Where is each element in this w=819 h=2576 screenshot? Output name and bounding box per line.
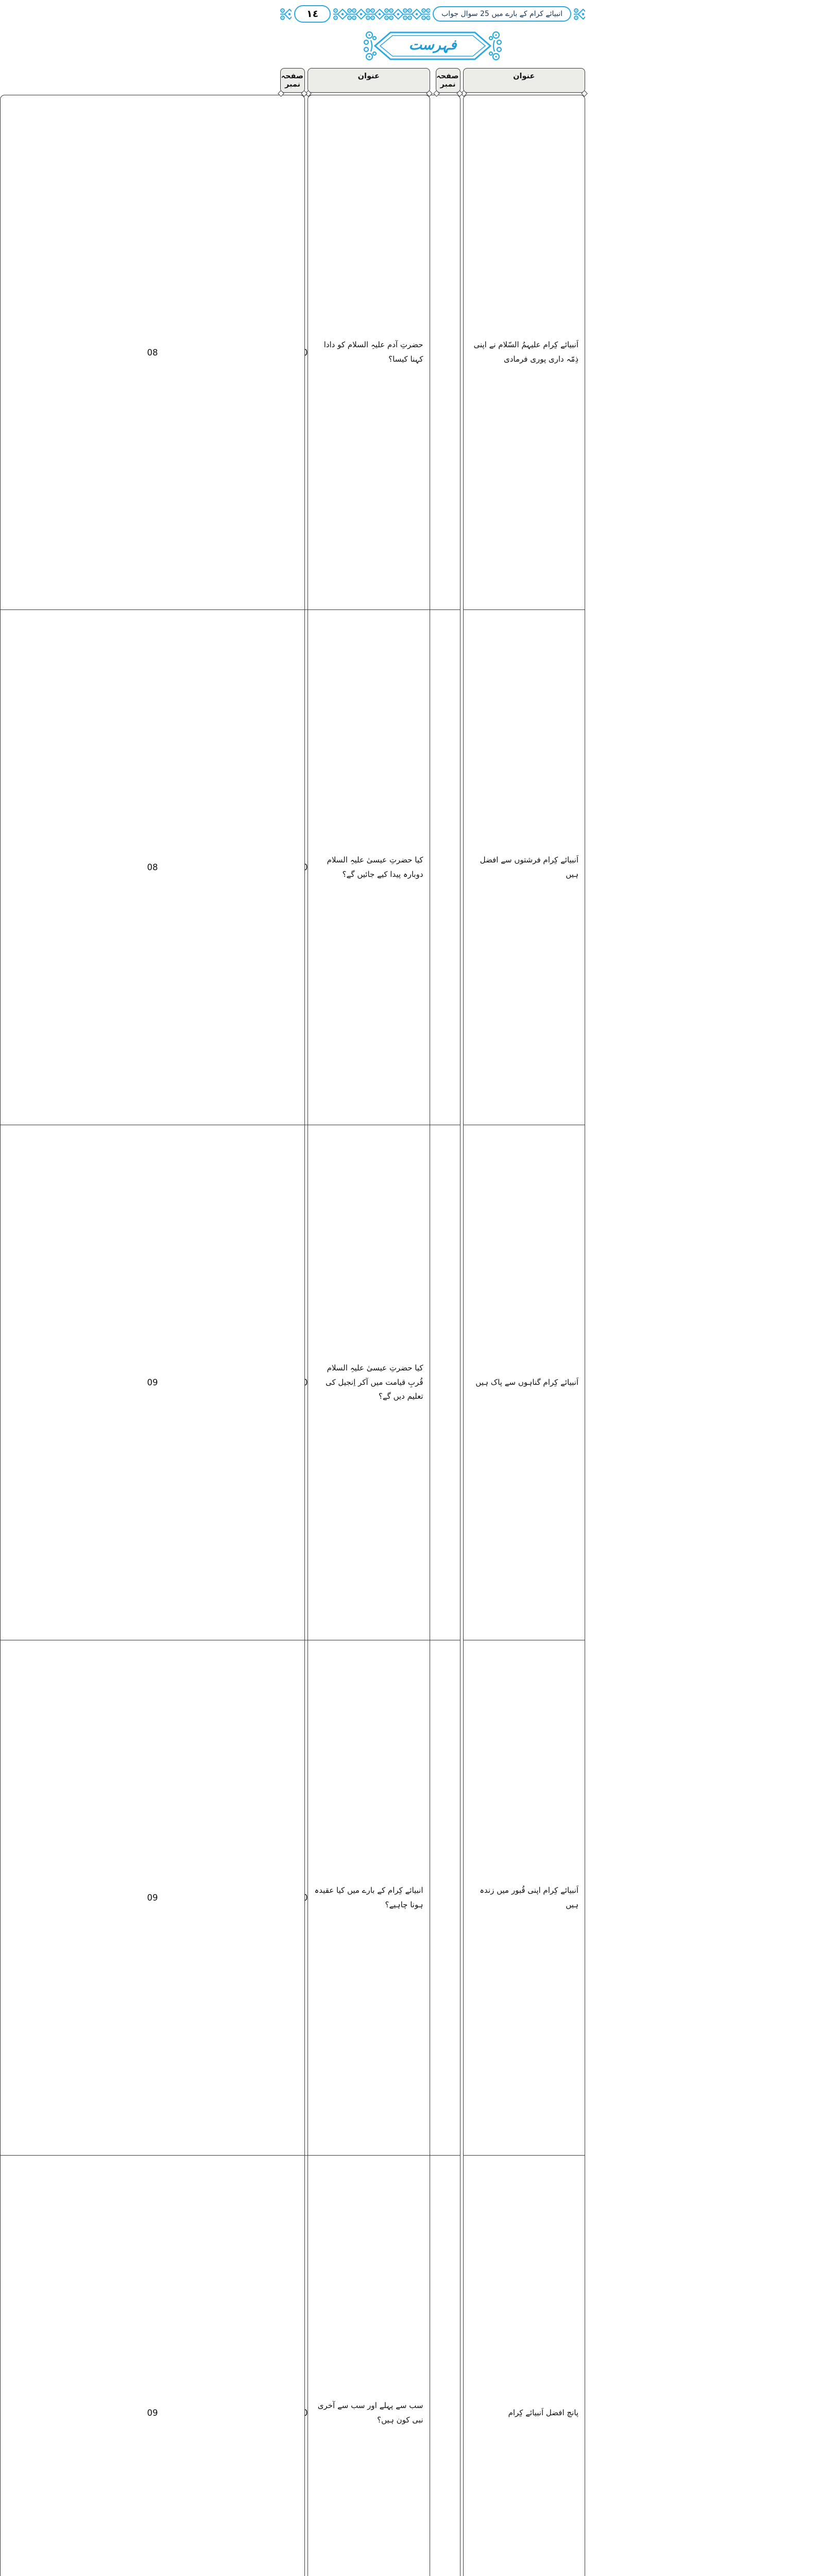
toc-entry-title: کیا حضرتِ عیسیٰ علیہِ السلام دوبارہ پیدا کیے جائیں گے؟ xyxy=(308,610,430,1125)
book-page xyxy=(147,0,585,2425)
toc-entry-title: اَنبیائے کِرام اپنی قُبور میں زندہ ہیں xyxy=(463,1640,586,2156)
toc-entry-page-number: 09 xyxy=(0,2156,305,2576)
toc-entry-title: سب سے پہلے اور سب سے آخری نبی کون ہیں؟ xyxy=(308,2156,430,2576)
contents-title-frame xyxy=(364,29,502,63)
toc-tables-area xyxy=(147,68,585,2576)
toc-entry-title: انبیائے کِرام کے بارے میں کیا عقیدہ ہونا چاہیے؟ xyxy=(308,1640,430,2156)
toc-header-row xyxy=(280,68,430,93)
toc-table-primary xyxy=(436,68,586,2576)
contents-title: فہرست xyxy=(408,37,457,53)
toc-entry-title: اَنبیائے کِرام گناہوں سے پاک ہیں xyxy=(463,1125,586,1640)
toc-header-row xyxy=(436,68,586,93)
toc-entry-page-number: 08 xyxy=(0,95,305,610)
header-ornament-band xyxy=(280,4,585,24)
toc-entry-title: پانچ افضل اَنبیائے کِرام xyxy=(463,2156,586,2576)
column-header-page: صفحہ نمبر xyxy=(280,68,305,93)
column-header-title: عنوان xyxy=(463,68,586,93)
toc-entry-page-number: 09 xyxy=(0,1640,305,2156)
header-page-number: ١٤ xyxy=(294,5,331,23)
column-header-title: عنوان xyxy=(308,68,430,93)
toc-entry-title: اَنبیائے کِرام علیہمُ السّلام نے اپنی ذِمّہ داری پوری فرمادی xyxy=(463,95,586,610)
ornament-border-icon xyxy=(333,7,430,21)
ornament-border-icon xyxy=(574,7,585,21)
column-header-page: صفحہ نمبر xyxy=(436,68,460,93)
header-book-title: انبیائے کرام کے بارے میں 25 سوال جواب xyxy=(433,6,571,22)
toc-entry-page-number: 09 xyxy=(0,1125,305,1640)
toc-body xyxy=(147,95,430,2576)
ornament-border-icon xyxy=(280,7,292,21)
toc-entry-title: اَنبیائے کِرام فرشتوں سے افضل ہیں xyxy=(463,610,586,1125)
toc-entry-page-number: 08 xyxy=(0,610,305,1125)
toc-table-secondary xyxy=(147,68,430,2576)
toc-entry-title: کیا حضرتِ عیسیٰ علیہِ السلام قُربِ قیامت میں آکر اِنجیل کی تعلیم دیں گے؟ xyxy=(308,1125,430,1640)
toc-entry-title: حضرتِ آدم علیہِ السلام کو دادا کہنا کیسا؟ xyxy=(308,95,430,610)
toc-body xyxy=(436,95,586,2576)
